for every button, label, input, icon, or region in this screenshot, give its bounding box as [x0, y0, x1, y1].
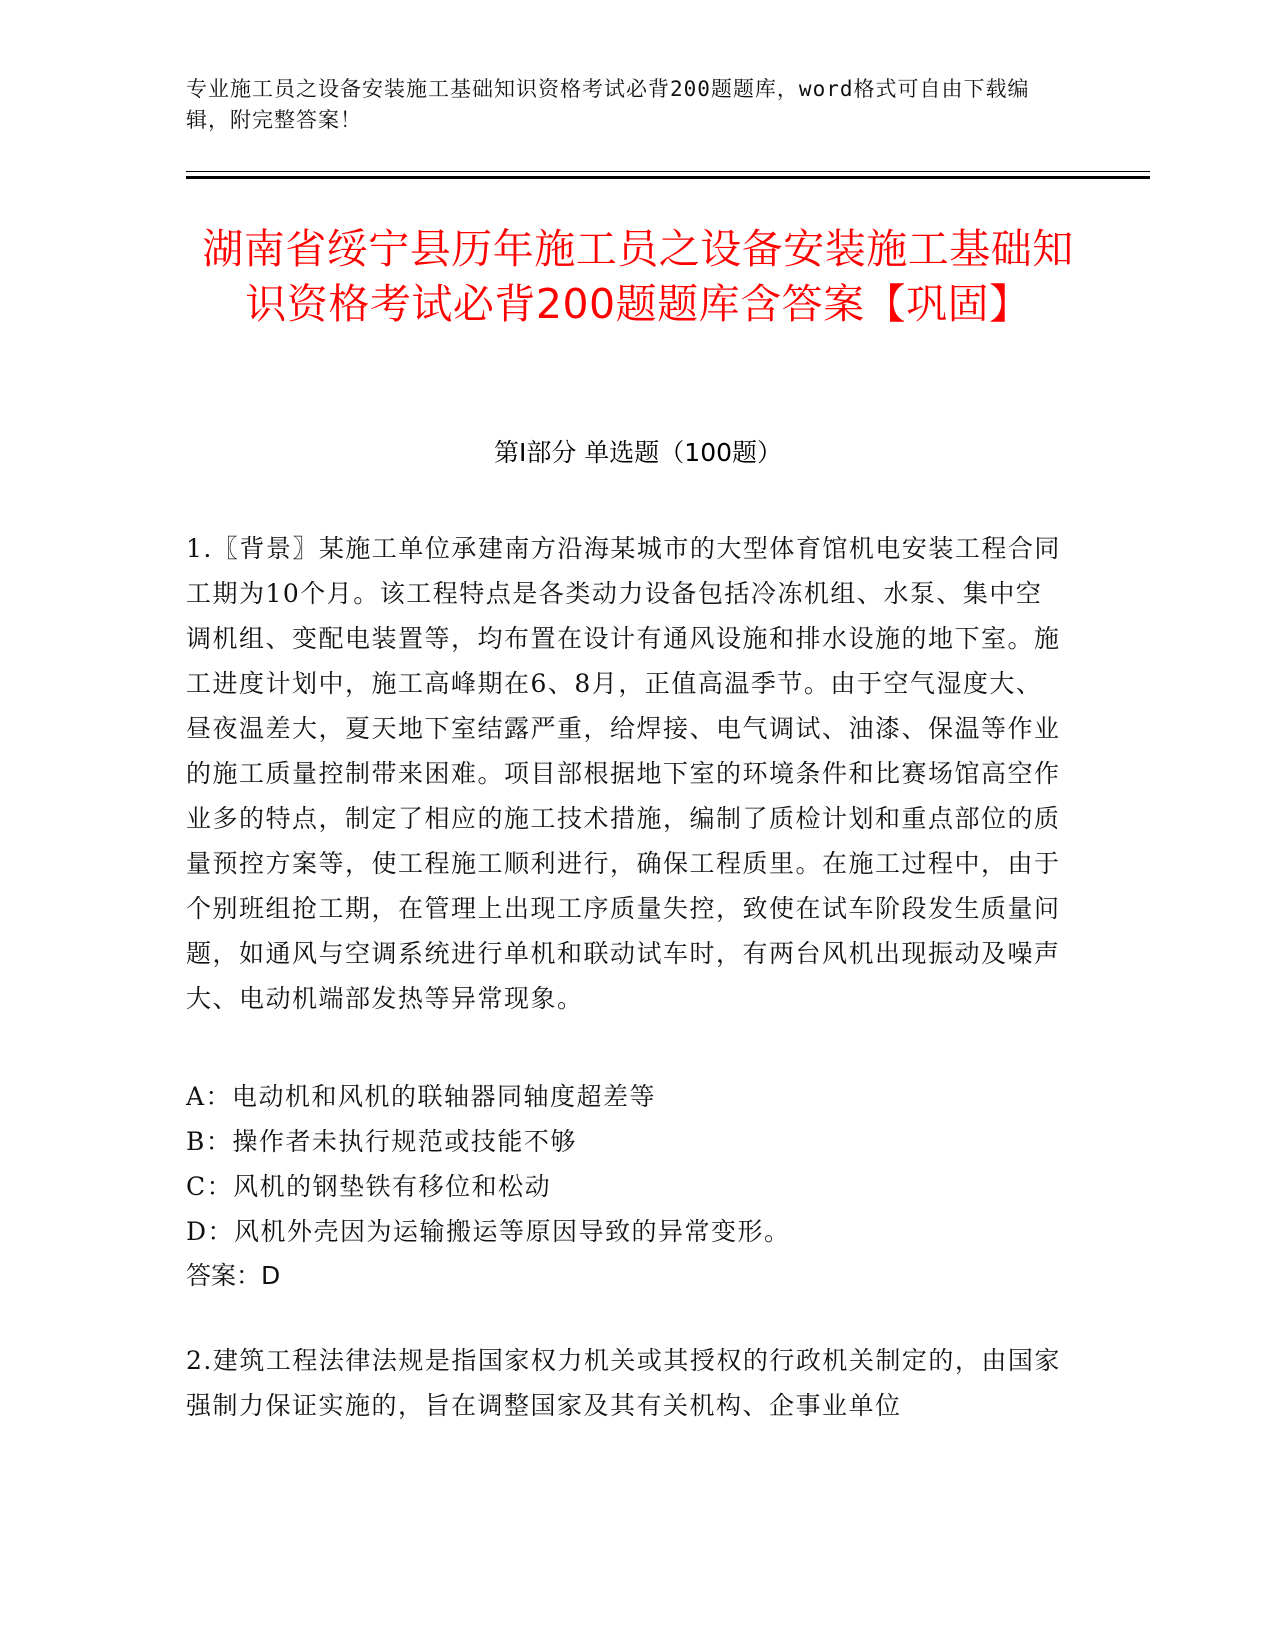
question-2-text: 2.建筑工程法律法规是指国家权力机关或其授权的行政机关制定的，由国家强制力保证实施的，旨在调整国家及其有关机构、企事业单位	[186, 1346, 1061, 1420]
question-1-text: 1.〖背景〗某施工单位承建南方沿海某城市的大型体育馆机电安装工程合同工期为10个月。该工程特点是各类动力设备包括冷冻机组、水泵、集中空调机组、变配电装置等，均布置在设计有通风设施和排水设施的地下室。施工进度计划中，施工高峰期在6、8月，正值高温季节。由于空气湿度大、昼夜温差大，夏天地下室结露严重，给焊接、电气调试、油漆、保温等作业的施工质量控制带来困难。项目部根据地下室的环境条件和比赛场馆高空作业多的特点，制定了相应的施工技术措施，编制了质检计划和重点部位的质量预控方案等，使工程施工顺利进行，确保工程质里。在施工过程中，由于个别班组抢工期，在管理上出现工序质量失控，致使在试车阶段发生质量问题，如通风与空调系统进行单机和联动试车时，有两台风机出现振动及噪声大、电动机端部发热等异常现象。	[186, 534, 1061, 1013]
question-1-answer: 答案：D	[186, 1261, 281, 1290]
question-1-option-a: A：电动机和风机的联轴器同轴度超差等	[186, 1082, 657, 1111]
section-heading: 第Ⅰ部分 单选题（100题）	[493, 438, 783, 467]
header-rule-top	[186, 171, 1150, 172]
question-1-option-b: B：操作者未执行规范或技能不够	[186, 1127, 577, 1156]
header-note: 专业施工员之设备安装施工基础知识资格考试必背200题题库，word格式可自由下载编辑，附完整答案！	[186, 77, 1030, 132]
question-1-option-d: D：风机外壳因为运输搬运等原因导致的异常变形。	[186, 1217, 791, 1246]
header-rule-bottom	[186, 176, 1150, 179]
document-title: 湖南省绥宁县历年施工员之设备安装施工基础知识资格考试必背200题题库含答案【巩固】	[202, 225, 1074, 328]
question-1-option-c: C：风机的钢垫铁有移位和松动	[186, 1172, 552, 1201]
